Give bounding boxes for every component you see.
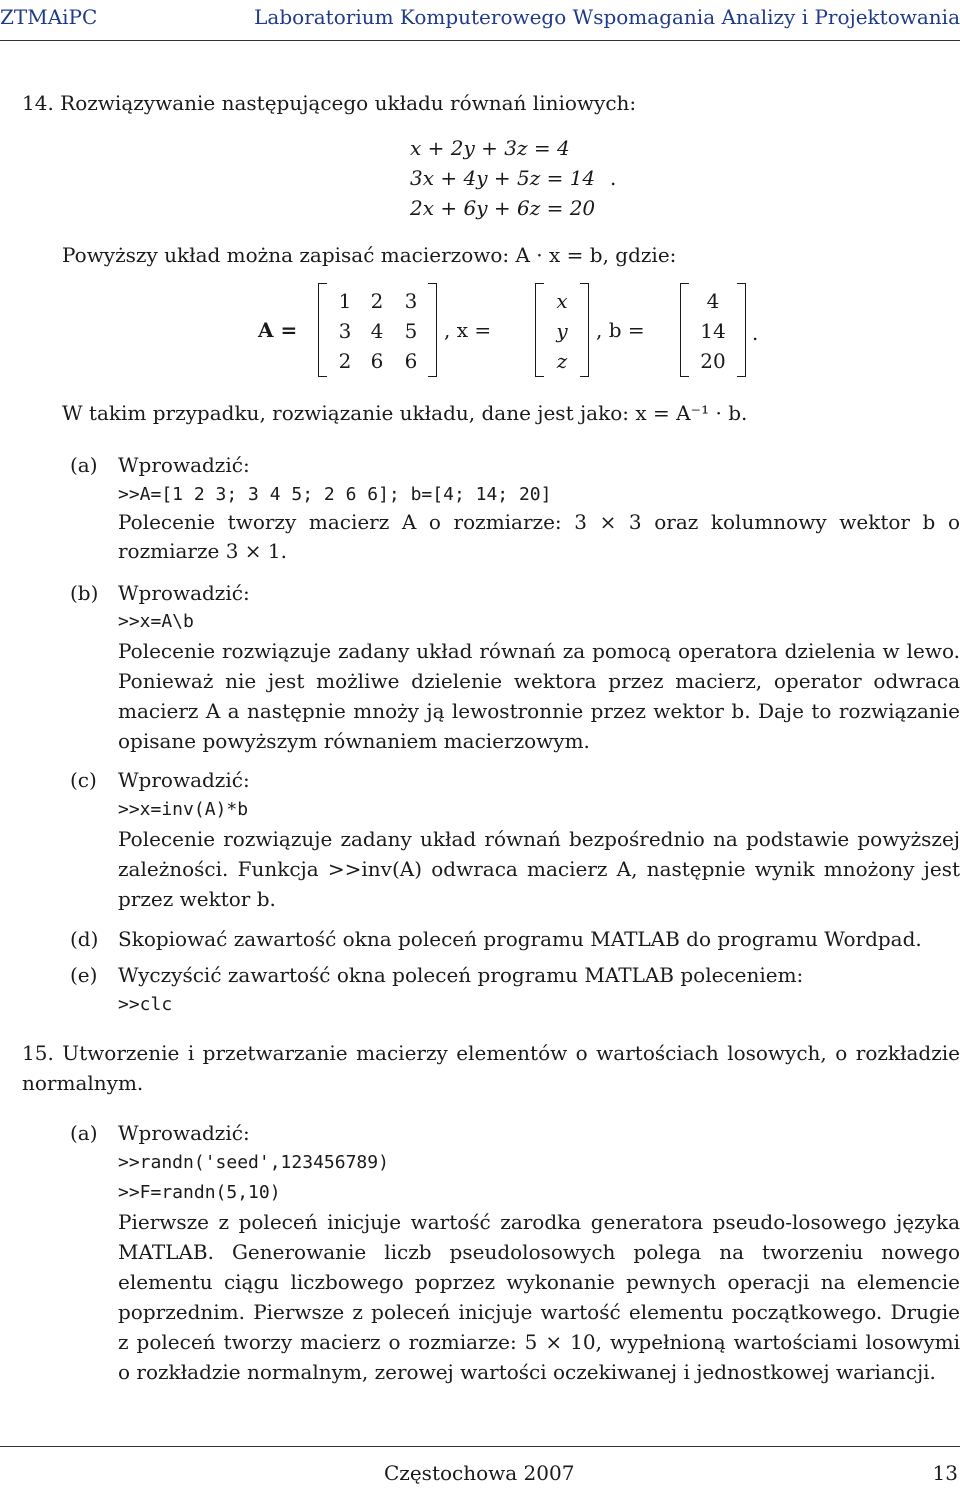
matrix-A-cell: 1 <box>338 289 352 313</box>
matrix-intro: Powyższy układ można zapisać macierzowo: A · x = b, gdzie: <box>62 243 677 267</box>
label-x-text: , x = <box>444 318 492 342</box>
matrix-A-cell: 3 <box>404 289 418 313</box>
vector-x-right-bracket <box>580 283 589 377</box>
matrix-A-cell: 2 <box>338 349 352 373</box>
label-b-text: , b = <box>596 318 645 342</box>
page-number: 13 <box>932 1461 958 1485</box>
item-a-description: Polecenie tworzy macierz A o rozmiarze: 3 × 3 oraz kolumnowy wektor b o rozmiarze 3 × 1. <box>118 510 960 563</box>
item-a-code: >>A=[1 2 3; 3 4 5; 2 6 6]; b=[4; 14; 20] <box>118 484 552 505</box>
vector-b-cell: 4 <box>706 289 720 313</box>
s15-code-1: >>randn('seed',123456789) <box>118 1152 389 1173</box>
solution-line: W takim przypadku, rozwiązanie układu, dane jest jako: x = A⁻¹ · b. <box>62 401 748 425</box>
section-14-title: 14. Rozwiązywanie następującego układu równań liniowych: <box>22 91 637 115</box>
header-right: Laboratorium Komputerowego Wspomagania Analizy i Projektowania <box>254 5 960 29</box>
item-a-text: Wprowadzić: <box>118 453 250 477</box>
label-A: A = <box>258 318 298 342</box>
footer-center: Częstochowa 2007 <box>384 1461 575 1485</box>
equation-2: 3x + 4y + 5z = 14 <box>410 166 596 190</box>
item-e-code: >>clc <box>118 994 173 1015</box>
matrix-A-cell: 5 <box>404 319 418 343</box>
item-c-text: Wprowadzić: <box>118 768 250 792</box>
s15-item-a-text: Wprowadzić: <box>118 1121 250 1145</box>
s15-code-2: >>F=randn(5,10) <box>118 1182 281 1203</box>
s15-description: Pierwsze z poleceń inicjuje wartość zarodka generatora pseudo-losowego języka MATLAB. Generowanie liczb pseudolosowych polega na tworzeniu nowego elementu ciągu liczbowego poprzez wykonanie pewnych operacji na elemencie poprzednim. Pierwsze z poleceń inicjuje wartość elementu początkowego. Drugie z poleceń tworzy macierz o rozmiarze: 5 × 10, wypełnioną wartościami losowymi o rozkładzie normalnym, zerowej wartości oczekiwanej i jednostkowej wariancji. <box>118 1210 960 1384</box>
item-a-label: (a) <box>70 453 98 477</box>
page-header <box>0 2 960 34</box>
vector-x-left-bracket <box>535 283 544 377</box>
vector-b-left-bracket <box>680 283 689 377</box>
item-c-code: >>x=inv(A)*b <box>118 799 249 820</box>
vector-b-cell: 20 <box>700 349 726 373</box>
item-b-label: (b) <box>70 581 99 605</box>
label-b <box>596 315 645 345</box>
equation-system <box>410 133 595 223</box>
vector-x-cell: y <box>556 319 568 343</box>
item-b-code: >>x=A\b <box>118 611 194 632</box>
item-b-description: Polecenie rozwiązuje zadany układ równań za pomocą operatora dzielenia w lewo. Ponieważ nie jest możliwe dzielenie wektora przez macierz, operator odwraca macierz A a następnie mnoży ją lewostronnie przez wektor b. Daje to rozwiązanie opisane powyższym równaniem macierzowym. <box>118 639 960 753</box>
s15-item-a-label: (a) <box>70 1121 98 1145</box>
header-rule <box>0 40 960 41</box>
matrix-A-cell: 3 <box>338 319 352 343</box>
item-d-label: (d) <box>70 927 99 951</box>
equation-dot: . <box>610 166 617 190</box>
matrix-A-cell: 4 <box>370 319 384 343</box>
matrix-A-right-bracket <box>428 283 437 377</box>
item-b-text: Wprowadzić: <box>118 581 250 605</box>
matrix-period: . <box>752 321 759 345</box>
vector-b-right-bracket <box>737 283 746 377</box>
item-e-text: Wyczyścić zawartość okna poleceń programu MATLAB poleceniem: <box>118 963 804 987</box>
item-c-label: (c) <box>70 768 97 792</box>
footer-rule <box>0 1446 960 1447</box>
item-d-text: Skopiować zawartość okna poleceń programu MATLAB do programu Wordpad. <box>118 927 922 951</box>
item-e-label: (e) <box>70 963 98 987</box>
equation-1: x + 2y + 3z = 4 <box>410 136 570 160</box>
matrix-A-cell: 2 <box>370 289 384 313</box>
vector-b-cell: 14 <box>700 319 726 343</box>
matrix-A-left-bracket <box>318 283 327 377</box>
equation-3: 2x + 6y + 6z = 20 <box>410 196 596 220</box>
vector-x-cell: x <box>556 289 568 313</box>
vector-x-cell: z <box>556 349 568 373</box>
section-15-title: 15. Utworzenie i przetwarzanie macierzy elementów o wartościach losowych, o rozkładzie normalnym. <box>22 1041 960 1095</box>
matrix-A-cell: 6 <box>370 349 384 373</box>
item-c-description: Polecenie rozwiązuje zadany układ równań bezpośrednio na podstawie powyższej zależności. Funkcja >>inv(A) odwraca macierz A, następnie wynik mnożony jest przez wektor b. <box>118 827 960 911</box>
header-left: ZTMAiPC <box>0 5 98 29</box>
label-x <box>444 315 491 345</box>
matrix-A-cell: 6 <box>404 349 418 373</box>
